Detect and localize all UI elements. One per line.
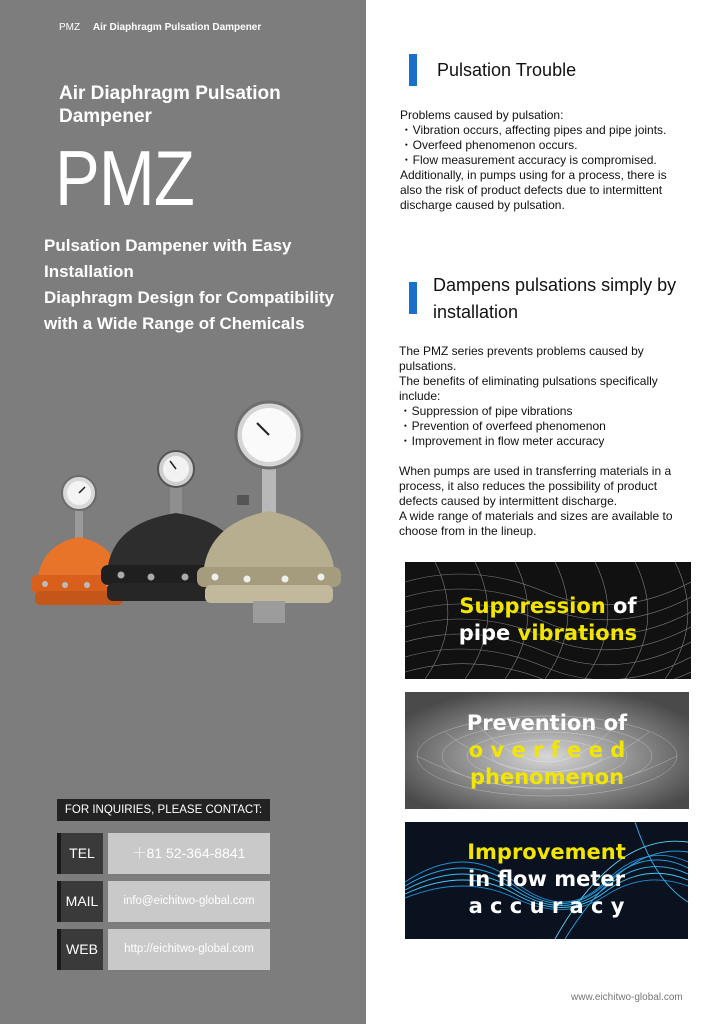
- section1-line: discharge caused by pulsation.: [400, 198, 565, 212]
- tel-value[interactable]: ＋81 52-364-8841: [108, 833, 270, 874]
- web-link[interactable]: http://eichitwo-global.com: [108, 929, 270, 970]
- section2-line: A wide range of materials and sizes are available to: [399, 509, 673, 523]
- section2-title-line1: Dampens pulsations simply by: [433, 275, 677, 295]
- banner1-text-2: pipe: [458, 621, 518, 645]
- section1-line: Additionally, in pumps using for a process, there is: [400, 168, 667, 182]
- banner2-line1: Prevention of: [466, 711, 628, 735]
- tel-label: TEL: [57, 833, 103, 874]
- banner3-line2: in flow meter: [468, 867, 625, 891]
- banner-prevention: [405, 692, 689, 809]
- section2-title: [433, 272, 713, 326]
- section2-line: [399, 449, 699, 464]
- section2-line: include:: [399, 389, 441, 403]
- section2-body: [399, 344, 699, 539]
- section2-line: ･ Suppression of pipe vibrations: [399, 404, 573, 418]
- banner1-line1: [405, 593, 691, 620]
- contact-row-web: [57, 929, 270, 970]
- section1-body: [400, 108, 700, 213]
- mail-label: MAIL: [57, 881, 103, 922]
- banner1-highlight-1: Suppression: [459, 594, 606, 618]
- section1-line: ･ Vibration occurs, affecting pipes and pipe joints.: [400, 123, 667, 137]
- product-photo: [25, 395, 355, 635]
- footer-url[interactable]: www.eichitwo-global.com: [571, 992, 683, 1003]
- section2-line: ･ Improvement in flow meter accuracy: [399, 434, 605, 448]
- banner-suppression: [405, 562, 691, 679]
- banner3-line1: Improvement: [467, 840, 626, 864]
- section2-title-line2: installation: [433, 302, 519, 322]
- banner1-line2: [405, 620, 691, 647]
- banner-improvement: [405, 822, 688, 939]
- mail-link[interactable]: info@eichitwo-global.com: [108, 881, 270, 922]
- banner2-line3: phenomenon: [469, 765, 625, 789]
- banner2-line2: o v e r f e e d: [468, 738, 626, 762]
- feature-line-1: Pulsation Dampener with Easy: [44, 236, 292, 255]
- section1-line: also the risk of product defects due to intermittent: [400, 183, 663, 197]
- section1-title: Pulsation Trouble: [437, 60, 577, 80]
- banner1-text-1: of: [605, 594, 637, 618]
- stainless-dampener: [197, 402, 341, 623]
- product-title: [59, 82, 339, 128]
- contact-row-tel: [57, 833, 270, 874]
- header-product-name: Air Diaphragm Pulsation Dampener: [92, 22, 262, 33]
- section2-line: When pumps are used in transferring materials in a: [399, 464, 672, 478]
- section2-line: choose from in the lineup.: [399, 524, 537, 538]
- section2-line: pulsations.: [399, 359, 457, 373]
- section1-line: Problems caused by pulsation:: [400, 108, 564, 122]
- section2-line: ･ Prevention of overfeed phenomenon: [399, 419, 606, 433]
- model-code: PMZ: [55, 134, 195, 222]
- section2-line: defects caused by intermittent discharge.: [399, 494, 618, 508]
- section2-line: The PMZ series prevents problems caused by: [399, 344, 644, 358]
- contact-row-mail: [57, 881, 270, 922]
- feature-line-2: Installation: [44, 262, 134, 281]
- feature-line-3: Diaphragm Design for Compatibility: [44, 288, 334, 307]
- section1-line: ･ Overfeed phenomenon occurs.: [400, 138, 578, 152]
- product-title-line2: Dampener: [59, 106, 152, 127]
- feature-line-4: with a Wide Range of Chemicals: [44, 314, 305, 333]
- section2-accent-bar: [409, 282, 417, 314]
- section2-line: The benefits of eliminating pulsations specifically: [399, 374, 658, 388]
- banner3-line3: a c c u r a c y: [468, 894, 625, 918]
- contact-heading: FOR INQUIRIES, PLEASE CONTACT:: [57, 799, 270, 821]
- section1-line: ･ Flow measurement accuracy is compromised.: [400, 153, 657, 167]
- web-label: WEB: [57, 929, 103, 970]
- section1-accent-bar: [409, 54, 417, 86]
- product-title-line1: Air Diaphragm Pulsation: [59, 83, 281, 104]
- header-code: PMZ: [59, 22, 81, 33]
- banner1-highlight-2: vibrations: [517, 621, 638, 645]
- section2-line: process, it also reduces the possibility of product: [399, 479, 658, 493]
- header-line: [59, 22, 261, 33]
